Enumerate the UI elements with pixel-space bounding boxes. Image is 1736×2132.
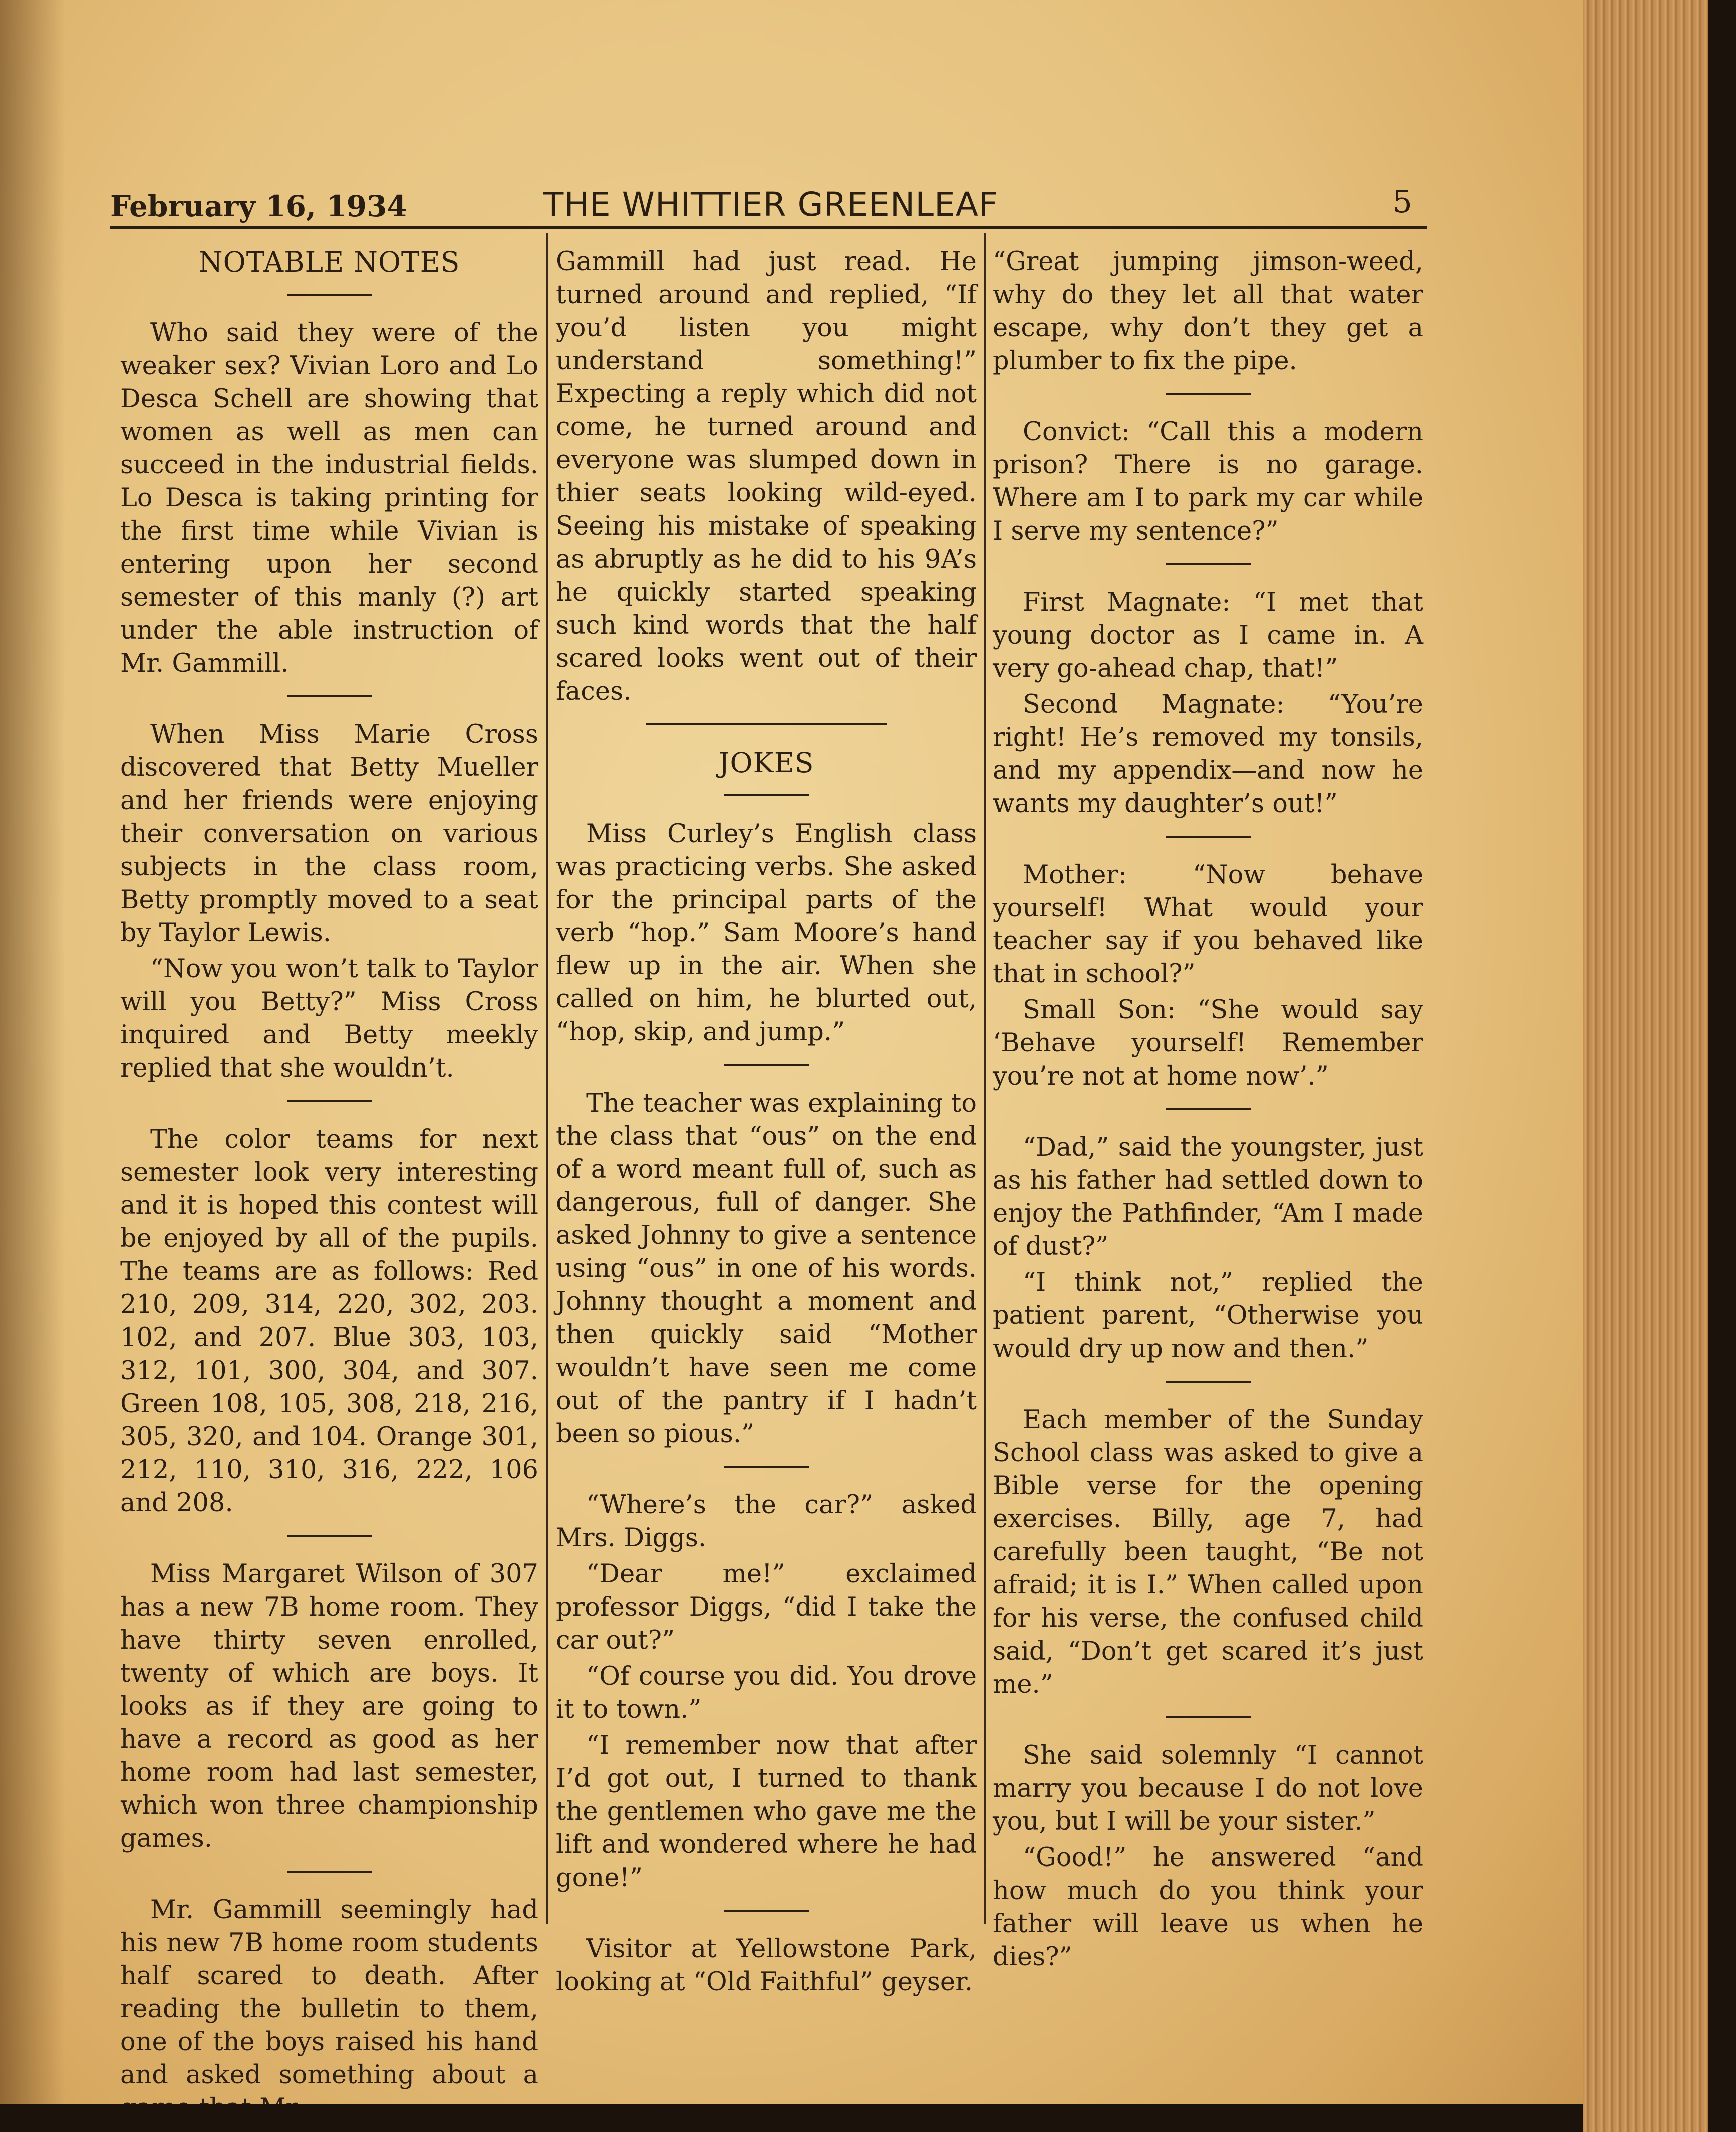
joke-paragraph: Visitor at Yellowstone Park, looking at “Old Faithful” geyser.: [556, 1934, 977, 1997]
article-paragraph: Miss Margaret Wilson of 307 has a new 7B home room. They have thirty seven enrolled, twenty of which are boys. It looks as if they are going to have a record as good as her home room had last semester, which won three championship games.: [120, 1559, 538, 1853]
divider: [1166, 393, 1251, 395]
joke-paragraph: “Dad,” said the youngster, just as his father had settled down to enjoy the Pathfinder, “Am I made of dust?”: [993, 1133, 1423, 1261]
joke-paragraph: “Dear me!” exclaimed professor Diggs, “did I take the car out?”: [556, 1559, 977, 1655]
joke-paragraph: “Of course you did. You drove it to town.”: [556, 1662, 977, 1724]
divider: [287, 1871, 372, 1873]
column-2: [556, 245, 977, 1997]
joke-paragraph: “Where’s the car?” asked Mrs. Diggs.: [556, 1490, 977, 1553]
joke-paragraph: Each member of the Sunday School class was asked to give a Bible verse for the opening exercises. Billy, age 7, had carefully been taught, “Be not afraid; it is I.” When called upon for his verse, the confused child said, “Don’t get scared it’s just me.”: [993, 1405, 1423, 1699]
divider: [287, 695, 372, 697]
page-number: 5: [1392, 183, 1412, 220]
book-page-edges: [1583, 0, 1736, 2132]
divider: [1166, 563, 1251, 565]
scan-border: [0, 2104, 1583, 2132]
article-paragraph: Who said they were of the weaker sex? Vivian Loro and Lo Desca Schell are showing that women as well as men can succeed in the industrial fields. Lo Desca is taking printing for the first time while Vivian is entering upon her second semester of this manly (?) art under the able instruction of Mr. Gammill.: [120, 318, 538, 678]
divider: [287, 294, 372, 296]
divider: [724, 1910, 809, 1912]
article-paragraph: Gammill had just read. He turned around and replied, “If you’d listen you might understand something!” Expecting a reply which did not come, he turned around and everyone was slumped down in thier seats looking wild-eyed. Seeing his mistake of speaking as abruptly as he did to his 9A’s he quickly started speaking such kind words that the half scared looks went out of their faces.: [556, 247, 977, 706]
binding-shadow: [0, 0, 65, 2132]
divider: [1166, 1716, 1251, 1718]
column-1: [120, 245, 538, 2090]
joke-paragraph: “I think not,” replied the patient parent, “Otherwise you would dry up now and then.”: [993, 1268, 1423, 1364]
divider: [1166, 836, 1251, 838]
article-paragraph: When Miss Marie Cross discovered that Betty Mueller and her friends were enjoying their conversation on various subjects in the class room, Betty promptly moved to a seat by Taylor Lewis.: [120, 720, 538, 948]
joke-paragraph: Second Magnate: “You’re right! He’s removed my tonsils, and my appendix—and now he wants my daughter’s out!”: [993, 690, 1423, 819]
joke-paragraph: “Great jumping jimson-weed, why do they let all that water escape, why don’t they get a plumber to fix the pipe.: [993, 247, 1423, 376]
divider: [724, 1064, 809, 1066]
column-3: [993, 245, 1423, 1972]
divider: [1166, 1381, 1251, 1383]
divider: [646, 723, 887, 725]
masthead-rule: [110, 226, 1427, 229]
column-divider-1: [546, 233, 548, 1924]
joke-paragraph: Convict: “Call this a modern prison? There is no garage. Where am I to park my car while I serve my sentence?”: [993, 417, 1423, 546]
section-heading-jokes: JOKES: [718, 747, 814, 779]
joke-paragraph: The teacher was explaining to the class that “ous” on the end of a word meant full of, such as dangerous, full of danger. She asked Johnny to give a sentence using “ous” in one of his words. Johnny thought a moment and then quickly said “Mother wouldn’t have seen me come out of the pantry if I hadn’t been so pious.”: [556, 1089, 977, 1449]
article-paragraph: “Now you won’t talk to Taylor will you Betty?” Miss Cross inquired and Betty meekly replied that she wouldn’t.: [120, 954, 538, 1083]
joke-paragraph: Miss Curley’s English class was practicing verbs. She asked for the principal parts of the verb “hop.” Sam Moore’s hand flew up in the air. When she called on him, he blurted out, “hop, skip, and jump.”: [556, 819, 977, 1047]
article-paragraph: The color teams for next semester look very interesting and it is hoped this contest will be enjoyed by all of the pupils. The teams are as follows: Red 210, 209, 314, 220, 302, 203. 102, and 207. Blue 303, 103, 312, 101, 300, 304, and 307. Green 108, 105, 308, 218, 216, 305, 320, and 104. Orange 301, 212, 110, 310, 316, 222, 106 and 208.: [120, 1125, 538, 1518]
divider: [724, 1466, 809, 1468]
joke-paragraph: “I remember now that after I’d got out, I turned to thank the gentlemen who gave me the lift and wondered where he had gone!”: [556, 1731, 977, 1893]
joke-paragraph: She said solemnly “I cannot marry you because I do not love you, but I will be your sister.”: [993, 1741, 1423, 1836]
divider: [724, 794, 809, 796]
section-heading-notable-notes: NOTABLE NOTES: [198, 246, 460, 278]
joke-paragraph: First Magnate: “I met that young doctor as I came in. A very go-ahead chap, that!”: [993, 588, 1423, 683]
joke-paragraph: “Good!” he answered “and how much do you think your father will leave us when he dies?”: [993, 1843, 1423, 1972]
divider: [287, 1100, 372, 1102]
joke-paragraph: Mother: “Now behave yourself! What would your teacher say if you behaved like that in school?”: [993, 860, 1423, 989]
column-divider-2: [984, 233, 986, 1924]
divider: [287, 1535, 372, 1537]
divider: [1166, 1108, 1251, 1110]
newspaper-title: THE WHITTIER GREENLEAF: [543, 185, 998, 224]
issue-date: February 16, 1934: [110, 189, 407, 223]
masthead: [110, 185, 1427, 225]
joke-paragraph: Small Son: “She would say ‘Behave yourself! Remember you’re not at home now’.”: [993, 995, 1423, 1091]
article-paragraph: Mr. Gammill seemingly had his new 7B home room students half scared to death. After reading the bulletin to them, one of the boys raised his hand and asked something about a: [120, 1895, 538, 2090]
